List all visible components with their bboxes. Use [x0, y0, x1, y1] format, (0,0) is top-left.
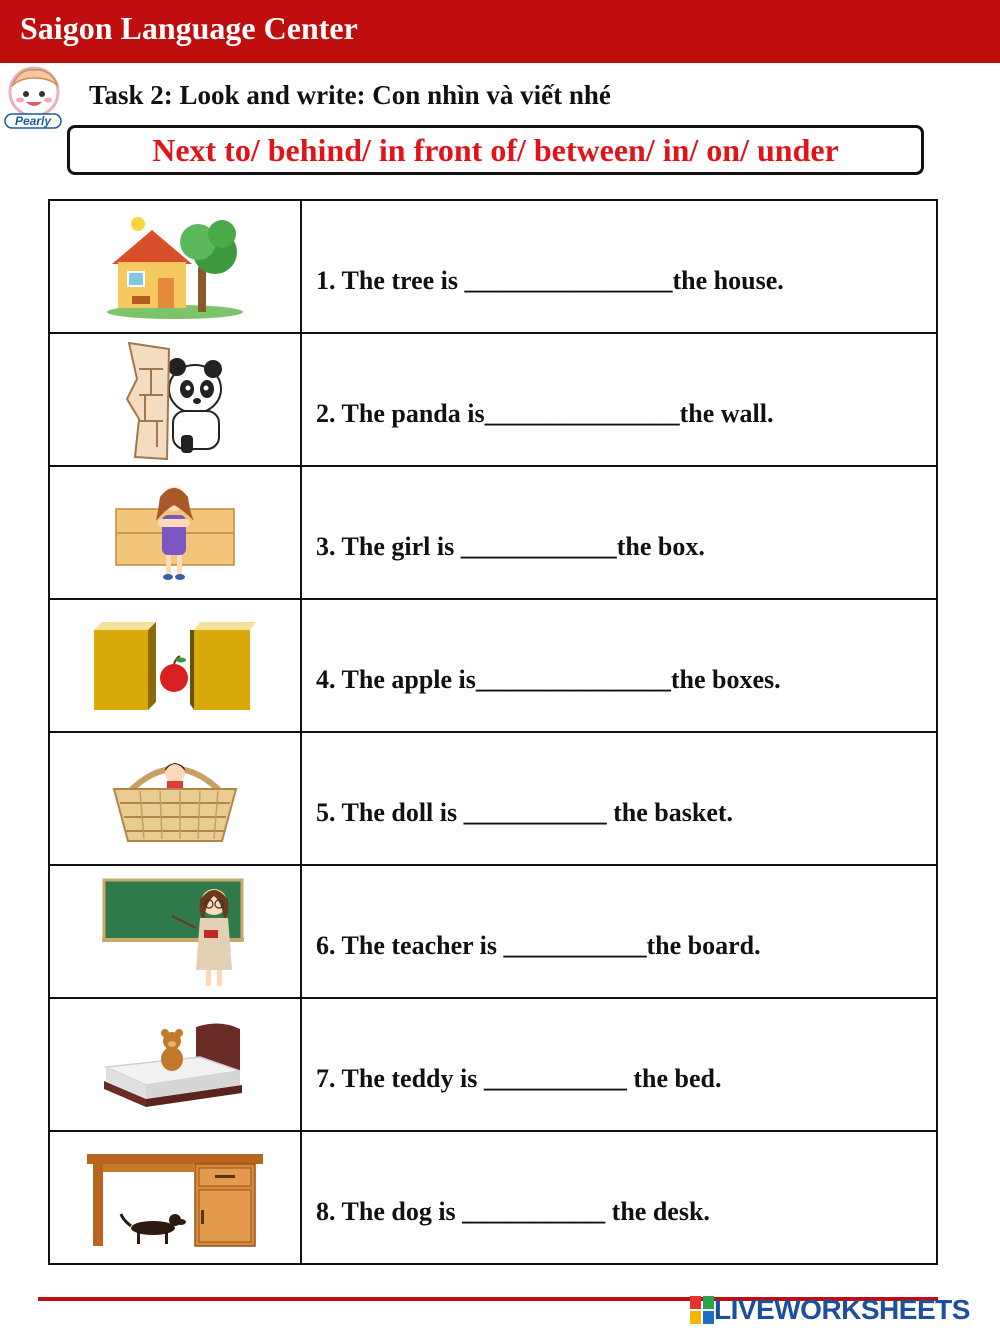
dog-desk-picture [85, 1148, 265, 1248]
table-row [49, 998, 937, 1131]
sentence-cell [301, 200, 937, 333]
picture-cell [49, 732, 301, 865]
header-title: Saigon Language Center [20, 10, 358, 46]
table-row [49, 732, 937, 865]
picture-cell [49, 599, 301, 732]
panda-wall-picture [125, 339, 225, 461]
word-bank-box [67, 125, 924, 175]
sentence-cell [301, 732, 937, 865]
teacher-board-picture [100, 874, 250, 990]
table-row [49, 1131, 937, 1264]
sentence-cell [301, 865, 937, 998]
table-row [49, 599, 937, 732]
table-row [49, 200, 937, 333]
word-bank-text: Next to/ behind/ in front of/ between/ in/ on/ under [152, 131, 839, 168]
house-tree-picture [100, 212, 250, 322]
exercise-sentence: 1. The tree is ________________the house. [316, 265, 784, 295]
doll-basket-picture [110, 753, 240, 845]
table-row [49, 865, 937, 998]
exercise-sentence: 5. The doll is ___________ the basket. [316, 797, 734, 827]
liveworksheets-logo[interactable] [690, 1292, 970, 1328]
exercise-sentence: 6. The teacher is ___________the board. [316, 930, 761, 960]
teddy-bed-picture [100, 1019, 250, 1111]
picture-cell [49, 333, 301, 466]
exercise-sentence: 8. The dog is ___________ the desk. [316, 1196, 710, 1226]
picture-cell [49, 1131, 301, 1264]
exercise-sentence: 4. The apple is_______________the boxes. [316, 664, 781, 694]
picture-cell [49, 865, 301, 998]
sentence-cell [301, 466, 937, 599]
apple-boxes-picture [90, 616, 260, 716]
exercise-sentence: 2. The panda is_______________the wall. [316, 398, 774, 428]
sentence-cell [301, 1131, 937, 1264]
picture-cell [49, 998, 301, 1131]
liveworksheets-wordmark: LIVEWORKSHEETS [714, 1294, 970, 1325]
table-row [49, 466, 937, 599]
exercise-table [48, 199, 938, 1265]
exercise-sentence: 3. The girl is ____________the box. [316, 531, 705, 561]
sentence-cell [301, 599, 937, 732]
picture-cell [49, 466, 301, 599]
sentence-cell [301, 998, 937, 1131]
sentence-cell [301, 333, 937, 466]
girl-box-picture [110, 483, 240, 583]
liveworksheets-icon [690, 1296, 714, 1324]
pearly-logo [0, 64, 68, 130]
picture-cell [49, 200, 301, 333]
table-row [49, 333, 937, 466]
logo-lettering: Pearly [14, 114, 52, 128]
exercise-sentence: 7. The teddy is ___________ the bed. [316, 1063, 722, 1093]
task-title: Task 2: Look and write: Con nhìn và viết nhé [89, 80, 611, 110]
